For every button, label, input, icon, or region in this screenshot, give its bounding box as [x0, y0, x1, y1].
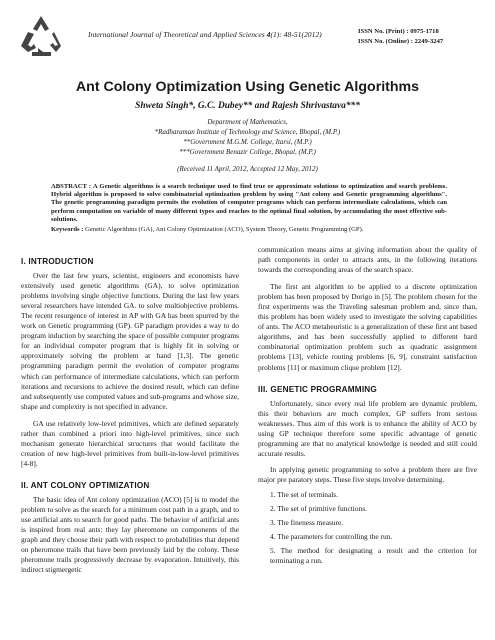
right-column: [258, 245, 477, 566]
affiliation-department: Department of Mathematics,: [207, 118, 288, 126]
abstract: [51, 183, 447, 224]
list-item-step-5: 5. The method for designating a result and the criterion for terminating a run.: [270, 546, 477, 566]
affiliation-3: ***Government Benazir College, Bhopal, (M.P.): [179, 148, 316, 156]
recycle-logo-icon: [18, 12, 64, 58]
list-item-step-1: 1. The set of terminals.: [270, 489, 339, 499]
paper-title: Ant Colony Optimization Using Genetic Algorithms: [75, 79, 420, 95]
keywords: [51, 226, 451, 234]
issn-print: ISSN No. (Print) : 0975-1718: [358, 28, 439, 35]
keywords-text: Genetic Algorithms (GA), Ant Colony Optimization (ACO), System Theory, Genetic Programming (GP).: [85, 226, 364, 233]
abstract-label: ABSTRACT :: [51, 183, 92, 190]
journal-name: International Journal of Theoretical and Applied Sciences: [88, 30, 265, 39]
section-heading-genetic-programming: III. GENETIC PROGRAMMING: [258, 384, 377, 394]
affiliation-1: *Radharaman Institute of Technology and Science, Bhopal, (M.P.): [154, 128, 341, 136]
keywords-label: Keywords :: [51, 226, 84, 233]
received-dates: (Received 11 April, 2012, Accepted 12 May, 2012): [177, 165, 318, 173]
list-item-step-4: 4. The parameters for controlling the run.: [270, 532, 393, 542]
abstract-text: A Genetic algorithms is a search technique used to find true or approximate solutions to optimization and search problems. Hybrid algorithm is proposed to solve combinatorial optimization problem by using "Ant colony and Genetic programming algorithms". The genetic programming paradigm permits the evolution of computer programs which can perform intermediate calculations, which can perform computation on variable of many different types and reaches to the optimal final solution, by accumulating the most effective sub-solutions.: [51, 183, 447, 223]
section-heading-aco: II. ANT COLONY OPTIMIZATION: [21, 480, 150, 490]
issn-online: ISSN No. (Online) : 2249-3247: [358, 38, 444, 45]
section-heading-introduction: I. INTRODUCTION: [21, 257, 94, 266]
intro-paragraph-1: Over the last few years, scientist, engineers and economists have extensively used genetic algorithms (GA), to solve optimization problems involving single objective functions. During the last few years several researchers have intended GA. to solve multiobjective problems. The recent resurgence of interest in AP with GA has been spurred by the work on Genetic programming (GP). GP paradigm provides a way to do program induction by searching the space of possible computer programs for an individual computer program that is highly fit in solving or approximately solving the problem at hand [1,3]. The genetic programming paradigm permit the evolution of computer programs which can performance of intermediate calculations, which can perform iterations and recursions to achieve the dosired result, which can define and subsequently use computed values and sub-programs and whose size, shape and complexity is not specified in advance.: [21, 271, 239, 411]
right-paragraph-1: communication means aims at giving information about the quality of path components in order to attracts ants, in the following iterations towards the corresponding areas of the search space.: [258, 245, 477, 275]
right-paragraph-2: The first ant algorithm to be applied to a discrete optimization problem has been proposed by Dorigo in [5]. The problem chosen for the first experiments was the Traveling salesman problem and, since than, this problem has been widely used to investigate the solving capabilities of ants. The ACO metaheuristic is a generalization of these first ant based algorithms, and has been successfully applied to different hard combinatorial optimization problem such as quadratic assignment problems [13], vehicle routing problems [6, 9], constraint satisfaction problems [11] or maximum clique problem [12].: [258, 282, 477, 372]
journal-volume: 4: [266, 30, 271, 39]
list-item-step-3: 3. The fineness measure.: [270, 518, 344, 528]
gp-paragraph-2: In applying genetic programming to solve a problem there are five major pre paratory steps. These five steps involve determining.: [258, 464, 477, 484]
journal-citation: [88, 30, 322, 39]
paper-authors: Shweta Singh*, G.C. Dubey** and Rajesh Shrivastava***: [135, 101, 360, 111]
journal-pages: (1): 48-51(2012): [270, 30, 322, 39]
intro-paragraph-2: GA use relatively low-level primitives, which are defined separately rather than combined a priori into high-level primitives, since such mechanism generate hierarchical structures that would facilitate the creation of new high-level primitives from built-in-low-level primitives [4-8].: [21, 418, 239, 468]
gp-paragraph-1: Unfortunately, since every real life problem are dynamic problem, this their behaviors are much complex, GP suffers from serious weaknesses. Thus aim of this work is to enhance the ability of ACO by using GP technique therefore some specific advantage of genetic programming are that no analytical knowledge is needed and still could accurate results.: [258, 398, 477, 458]
list-item-step-2: 2. The set of primitive functions.: [270, 504, 367, 514]
affiliation-2: **Government M.G.M. College, Itarsi, (M.P.): [183, 138, 312, 146]
left-column: [21, 245, 239, 575]
aco-paragraph-1: The basic idea of Ant colony optimization (ACO) [5] is to model the problem to solve as the search for a minimum cost path in a graph, and to use artificial ants to search for good paths. The behavior of artificial ants is inspired from real ants: they lay pheromone on components of the graph and they choose their path with respect to probabilities that depend on pheromone trails that have been previously laid by the colony. These pheromone trails progressively decrease by evaporation. Intuitively, this indirect stigmergetic: [21, 494, 239, 575]
